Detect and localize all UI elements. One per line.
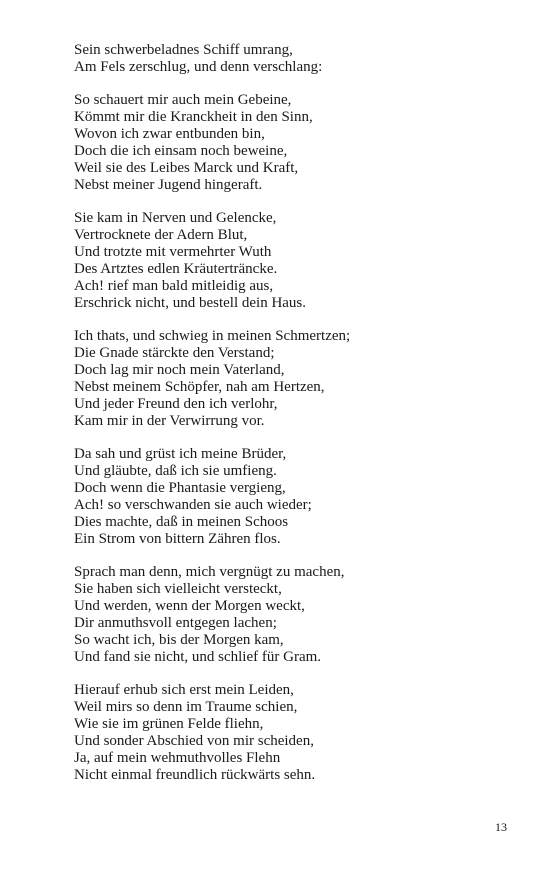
stanza (74, 92, 514, 193)
verse-line: So wacht ich, bis der Morgen kam, (74, 631, 284, 648)
verse-line: Kam mir in der Verwirrung vor. (74, 412, 265, 429)
verse-line: Sie kam in Nerven und Gelencke, (74, 210, 277, 227)
verse-line: Doch die ich einsam noch beweine, (74, 143, 288, 160)
verse-line: Weil mirs so denn im Traume schien, (74, 698, 298, 715)
verse-line: Und fand sie nicht, und schlief für Gram. (74, 648, 322, 665)
verse-line: So schauert mir auch mein Gebeine, (74, 92, 292, 109)
verse-line: Sie haben sich vielleicht versteckt, (74, 580, 282, 597)
verse-line: Hierauf erhub sich erst mein Leiden, (74, 682, 294, 698)
stanza (74, 328, 514, 429)
poem-body (74, 42, 514, 800)
verse-line: Nebst meinem Schöpfer, nah am Hertzen, (74, 378, 325, 395)
stanza (74, 682, 514, 783)
stanza (74, 564, 514, 665)
stanza (74, 446, 514, 547)
verse-line: Nebst meiner Jugend hingeraft. (74, 176, 263, 193)
verse-line: Dies machte, daß in meinen Schoos (74, 513, 289, 530)
verse-line: Doch lag mir noch mein Vaterland, (74, 362, 285, 378)
verse-line: Weil sie des Leibes Marck und Kraft, (74, 159, 299, 176)
verse-line: Ach! so verschwanden sie auch wieder; (74, 496, 312, 513)
verse-line: Und jeder Freund den ich verlohr, (74, 395, 278, 412)
verse-line: Wovon ich zwar entbunden bin, (74, 126, 265, 143)
verse-line: Und sonder Abschied von mir scheiden, (74, 732, 314, 749)
verse-line: Des Artztes edlen Kräuterträncke. (74, 260, 278, 277)
verse-line: Sprach man denn, mich vergnügt zu machen, (74, 564, 345, 581)
verse-line: Dir anmuthsvoll entgegen lachen; (74, 614, 277, 631)
verse-line: Nicht einmal freundlich rückwärts sehn. (74, 766, 316, 783)
verse-line: Doch wenn die Phantasie vergieng, (74, 479, 286, 496)
verse-line: Ein Strom von bittern Zähren flos. (74, 530, 281, 547)
verse-line: Kömmt mir die Kranckheit in den Sinn, (74, 109, 313, 126)
verse-line: Erschrick nicht, und bestell dein Haus. (74, 294, 307, 311)
stanza (74, 210, 514, 311)
verse-line: Wie sie im grünen Felde fliehn, (74, 715, 264, 732)
verse-line: Ja, auf mein wehmuthvolles Flehn (74, 749, 281, 766)
verse-line: Die Gnade stärckte den Verstand; (74, 345, 275, 362)
verse-line: Am Fels zerschlug, und denn verschlang: (74, 58, 323, 75)
verse-line: Und trotzte mit vermehrter Wuth (74, 244, 272, 261)
verse-line: Ich thats, und schwieg in meinen Schmertzen; (74, 328, 351, 345)
verse-line: Und gläubte, daß ich sie umfieng. (74, 463, 277, 480)
verse-line: Vertrocknete der Adern Blut, (74, 227, 248, 244)
verse-line: Sein schwerbeladnes Schiff umrang, (74, 42, 293, 58)
verse-line: Da sah und grüst ich meine Brüder, (74, 446, 287, 463)
page-number: 13 (495, 820, 507, 834)
verse-line: Und werden, wenn der Morgen weckt, (74, 597, 305, 614)
verse-line: Ach! rief man bald mitleidig aus, (74, 277, 274, 294)
stanza (74, 42, 514, 76)
